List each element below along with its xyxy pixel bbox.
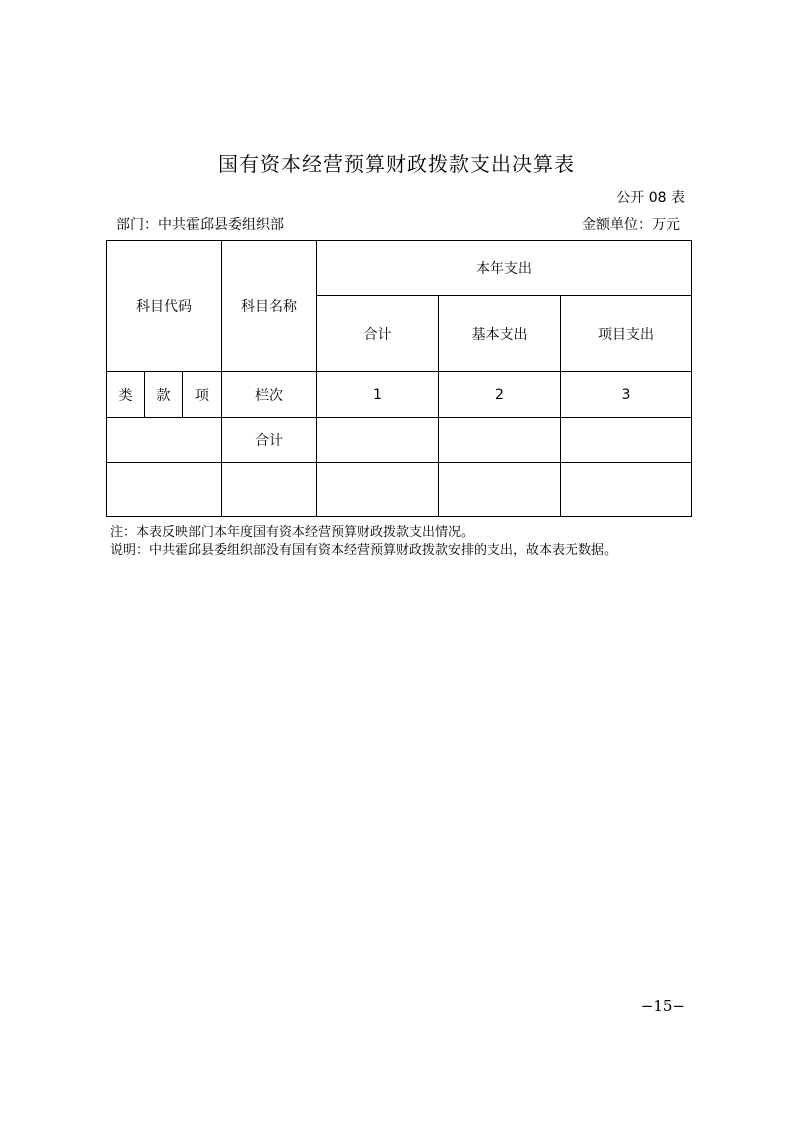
empty-row-basic	[439, 463, 561, 517]
total-row-code	[107, 418, 222, 463]
amount-unit-label: 金额单位：万元	[582, 217, 680, 233]
total-row-total	[317, 418, 439, 463]
empty-data-row	[107, 463, 692, 517]
header-subject-name: 科目名称	[222, 241, 317, 372]
explanation-text: 说明：中共霍邱县委组织部没有国有资本经营预算财政拨款安排的支出，故本表无数据。	[110, 543, 618, 558]
cell-item: 项	[183, 372, 222, 418]
empty-row-code	[107, 463, 222, 517]
cell-col-1: 1	[317, 372, 439, 418]
page-number: −15−	[640, 997, 685, 1015]
header-current-year-expense: 本年支出	[317, 241, 692, 296]
header-basic-expense: 基本支出	[439, 296, 561, 372]
empty-row-project	[561, 463, 692, 517]
notes-block	[110, 524, 617, 560]
total-row-project	[561, 418, 692, 463]
page-title: 国有资本经营预算财政拨款支出决算表	[218, 152, 575, 176]
empty-row-name	[222, 463, 317, 517]
total-row-basic	[439, 418, 561, 463]
header-project-expense: 项目支出	[561, 296, 692, 372]
column-index-row	[107, 372, 692, 418]
total-row	[107, 418, 692, 463]
cell-category: 类	[107, 372, 145, 418]
cell-section: 款	[145, 372, 183, 418]
header-total: 合计	[317, 296, 439, 372]
note-text: 注：本表反映部门本年度国有资本经营预算财政拨款支出情况。	[110, 525, 475, 540]
total-row-label: 合计	[222, 418, 317, 463]
cell-column-label: 栏次	[222, 372, 317, 418]
form-number: 公开 08 表	[616, 190, 685, 206]
empty-row-total	[317, 463, 439, 517]
expenditure-table	[106, 240, 692, 517]
department-label: 部门：中共霍邱县委组织部	[116, 217, 284, 233]
cell-col-2: 2	[439, 372, 561, 418]
header-subject-code: 科目代码	[107, 241, 222, 372]
header-row-1	[107, 241, 692, 296]
cell-col-3: 3	[561, 372, 692, 418]
